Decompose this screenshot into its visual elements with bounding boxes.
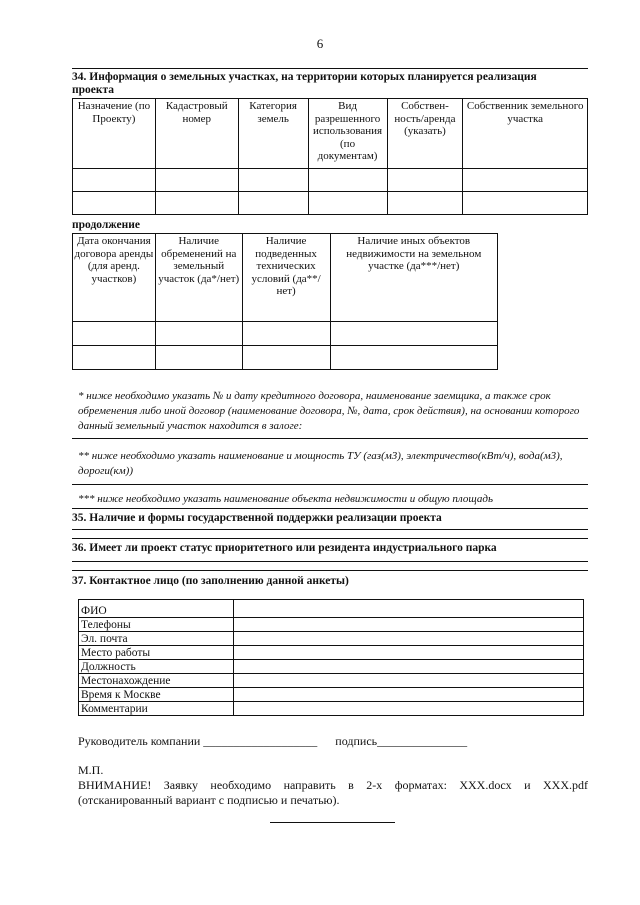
table-header-row xyxy=(73,99,588,169)
section-35-title: 35. Наличие и формы государственной поддержки реализации проекта xyxy=(72,512,442,524)
attention-note: ВНИМАНИЕ! Заявку необходимо направить в 2-х форматах: XXX.docx и XXX.pdf (отсканированный вариант с подписью и печатью). xyxy=(78,778,588,807)
note-encumbrance: * ниже необходимо указать № и дату кредитного договора, наименование заемщика, а также срок обременения либо иной договор (наименование договора, №, дата, срок действия), на основании которого данный земельный участок находится в залоге: xyxy=(78,390,580,432)
note-technical-conditions-rule xyxy=(72,484,588,485)
contact-label-workplace: Место работы xyxy=(79,646,234,660)
table-cell[interactable] xyxy=(308,192,387,215)
table-row xyxy=(73,346,498,370)
contact-input-phones[interactable] xyxy=(233,618,583,632)
company-head-label: Руководитель компании xyxy=(78,734,201,748)
table-row xyxy=(79,600,584,618)
company-head-blank[interactable]: ___________________ xyxy=(203,734,318,748)
contact-label-location: Местонахождение xyxy=(79,674,234,688)
contact-label-email: Эл. почта xyxy=(79,632,234,646)
page-number: 6 xyxy=(316,36,324,51)
table-cell[interactable] xyxy=(73,192,156,215)
continuation-label: продолжение xyxy=(72,219,140,231)
signature-line xyxy=(78,734,588,749)
contact-input-name[interactable] xyxy=(233,600,583,618)
table-row xyxy=(79,674,584,688)
table-row xyxy=(79,660,584,674)
table-row xyxy=(73,322,498,346)
table-cell[interactable] xyxy=(387,192,463,215)
section-37-top-rule xyxy=(72,570,588,571)
table-row xyxy=(79,618,584,632)
header-owner: Собственник земельного участка xyxy=(463,99,588,169)
header-purpose: Назначение (по Проекту) xyxy=(73,99,156,169)
contact-input-position[interactable] xyxy=(233,660,583,674)
table-cell[interactable] xyxy=(242,346,330,370)
table-cell[interactable] xyxy=(242,322,330,346)
table-cell[interactable] xyxy=(73,169,156,192)
note-encumbrance-rule xyxy=(72,438,588,439)
header-ownership: Собствен-ность/аренда (указать) xyxy=(387,99,463,169)
header-permitted-use: Вид разрешенного использования (по документам) xyxy=(308,99,387,169)
table-cell[interactable] xyxy=(463,192,588,215)
bottom-short-rule xyxy=(270,822,395,823)
table-cell[interactable] xyxy=(463,169,588,192)
land-plots-table-continued xyxy=(72,233,498,370)
contact-label-name: ФИО xyxy=(79,600,234,618)
header-technical-conditions: Наличие подведенных технических условий (да**/нет) xyxy=(242,234,330,322)
table-row xyxy=(79,702,584,716)
header-land-category: Категория земель xyxy=(238,99,308,169)
table-cell[interactable] xyxy=(73,322,156,346)
section-35-bottom-rule xyxy=(72,529,588,530)
table-row xyxy=(79,688,584,702)
table-row xyxy=(79,646,584,660)
table-cell[interactable] xyxy=(155,346,242,370)
section-36-title: 36. Имеет ли проект статус приоритетного или резидента индустриального парка xyxy=(72,542,497,554)
header-cadastral-number: Кадастровый номер xyxy=(155,99,238,169)
table-cell[interactable] xyxy=(155,192,238,215)
contact-input-moscow-time[interactable] xyxy=(233,688,583,702)
table-cell[interactable] xyxy=(238,169,308,192)
section-34-top-rule xyxy=(72,68,588,69)
section-35-top-rule xyxy=(72,508,588,509)
contact-person-table xyxy=(78,599,584,716)
section-37-title: 37. Контактное лицо (по заполнению данной анкеты) xyxy=(72,575,349,587)
table-cell[interactable] xyxy=(155,169,238,192)
section-34-title: 34. Информация о земельных участках, на территории которых планируется реализация проекта xyxy=(72,71,537,96)
table-row xyxy=(79,632,584,646)
contact-input-comments[interactable] xyxy=(233,702,583,716)
section-36-top-rule xyxy=(72,538,588,539)
contact-input-location[interactable] xyxy=(233,674,583,688)
table-header-row xyxy=(73,234,498,322)
signature-label: подпись xyxy=(335,734,378,748)
table-row xyxy=(73,169,588,192)
table-cell[interactable] xyxy=(73,346,156,370)
contact-label-comments: Комментарии xyxy=(79,702,234,716)
table-cell[interactable] xyxy=(308,169,387,192)
contact-label-position: Должность xyxy=(79,660,234,674)
land-plots-table xyxy=(72,98,588,215)
table-cell[interactable] xyxy=(155,322,242,346)
contact-label-moscow-time: Время к Москве xyxy=(79,688,234,702)
stamp-place: М.П. xyxy=(78,763,104,777)
table-cell[interactable] xyxy=(330,322,497,346)
table-cell[interactable] xyxy=(330,346,497,370)
contact-label-phones: Телефоны xyxy=(79,618,234,632)
header-other-real-estate: Наличие иных объектов недвижимости на земельном участке (да***/нет) xyxy=(330,234,497,322)
note-technical-conditions: ** ниже необходимо указать наименование и мощность ТУ (газ(м3), электричество(кВт/ч), вода(м3), дороги(км)) xyxy=(78,450,563,477)
table-cell[interactable] xyxy=(387,169,463,192)
signature-blank[interactable]: _______________ xyxy=(377,734,468,748)
contact-input-workplace[interactable] xyxy=(233,646,583,660)
section-36-bottom-rule xyxy=(72,561,588,562)
note-real-estate: *** ниже необходимо указать наименование объекта недвижимости и общую площадь xyxy=(78,493,493,505)
contact-input-email[interactable] xyxy=(233,632,583,646)
header-lease-end-date: Дата окончания договора аренды (для аренд. участков) xyxy=(73,234,156,322)
table-cell[interactable] xyxy=(238,192,308,215)
header-encumbrances: Наличие обременений на земельный участок (да*/нет) xyxy=(155,234,242,322)
table-row xyxy=(73,192,588,215)
